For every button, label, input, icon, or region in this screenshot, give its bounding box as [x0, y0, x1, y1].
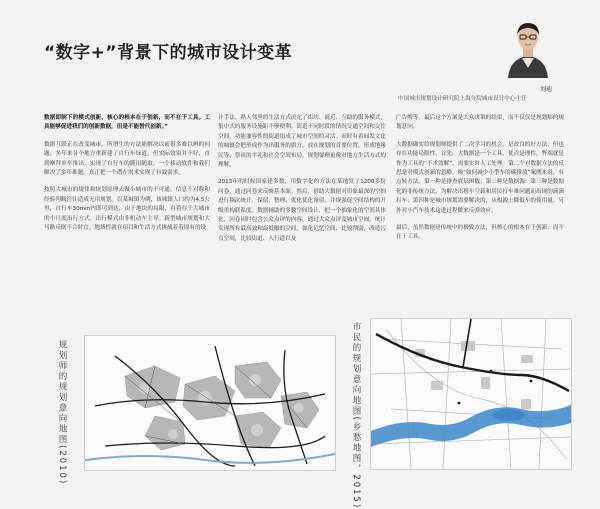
body-paragraph: 大数据确实给规划师提供了二次学习的机会，是改良的好方法，但也存在功能局限性，首先，大数据是一个工具，优点是理性，弊端就是作为工具的“不求效解”，需要实时人工处理。第二个对数据方法的反思是对模式创新的忽略。像“如何减少小型车的碳排放”案例来说，有点转方法。第一种是排查底层困数；第二种是数据源：第三种是数据化的非传统方法。为解决出租车空载和居民打车难问题而出现的滴滴打车；第四种是城市规划需要解决的，从根源上降低车的使用量。另外对小汽车技术这进过程做来反弹效应。 — [396, 141, 565, 214]
author-portrait-icon — [506, 14, 550, 78]
text-column-2 — [218, 114, 386, 252]
body-paragraph: 计手法。熟人邻里的生活方式决定了街坊、就近、互助的服务模式，集中式的服务设施距不够便利。街道不同时段的情况交通空间和交往空间，功能兼容性的街道组成了城市空间的灵活。而时有着间发文化的城镇会把形成作为出服务的旗方，放在规划的首要位置，形成地缘民等，祭祖的平礼和社会空间布局，规划要理更像对地方生活方式的理解。 — [218, 115, 386, 169]
author-title: 中国城市规划设计研究院上海分院城市设计中心主任 — [398, 96, 527, 102]
lead-paragraph: 数据即制下的模式创新，核心的根本在于创新，而不在于工具。工具能够促进我们的创新数据，但是不能替代创新。” — [44, 115, 210, 131]
body-paragraph: 按照大城市的规律和规划原理去做小城市的不可通。信息不对称和经验判断往往造成无用规划。以某城镇为例，该城镇人口约为4.5公里，自行车30min内即可到达，由于地块的局限，有着存于大城市的小尺度出行方式，出行模式由非机动车主导。新型城市规划和大马路反倒不合时宜。地域性就在项目和生活方式挑战着着固有的设 — [44, 187, 210, 232]
citizen-intention-map-icon — [370, 318, 572, 470]
text-column-3 — [396, 114, 564, 251]
figure-caption-1: 规划师的规划意向地图(2010) — [57, 340, 67, 486]
body-paragraph: 数据互联正在改变城市。所谓生的方法能解决以前很多难以辨的问题。多年来各个地方重新建了自行车绿道，但实际效果并不好，直到摩拜单车推出，实现了自行车的随用随取。一个移动软件和我们解决了多年难题。真正把一个潜在需求实现了有效需求。 — [44, 141, 210, 177]
text-column-1 — [44, 114, 210, 241]
body-paragraph: 广告牌等。最后这个方案是大众决策的结果，而不仅仅是规划师的规划意向。 — [396, 115, 564, 131]
article-title: “数字+”背景下的城市设计变革 — [44, 43, 293, 63]
body-paragraph: 最后，虽然数据是传统中的极致方法，但核心的根本在于创新，而不在于工具。 — [396, 225, 564, 241]
city-plan-map-icon — [84, 335, 336, 471]
figure-caption-2: 市民的规划意向地图(乡愁地图，2015) — [351, 322, 361, 509]
author-name: 刘迪 — [540, 86, 553, 93]
body-paragraph: 2013年的时候国家建多数，用数字化的方法在某地发了1200多份问卷，通过问卷来反映基本面。然后，借助大数据对印象最深的空间进行频次统计，保留、整理、优化优化备留，并规强促空间结构的升级重构联系度。数据辅助的多数空间设计，把一个抽象化的空间具体化，问卷同时包含公众点评的内容，通过大众点评及城市空间，统计发现所有最高效和最抵触的空间。强化记忆空间、比较削弱，改造污点空间，比较街道、入行道以及 — [218, 179, 386, 242]
